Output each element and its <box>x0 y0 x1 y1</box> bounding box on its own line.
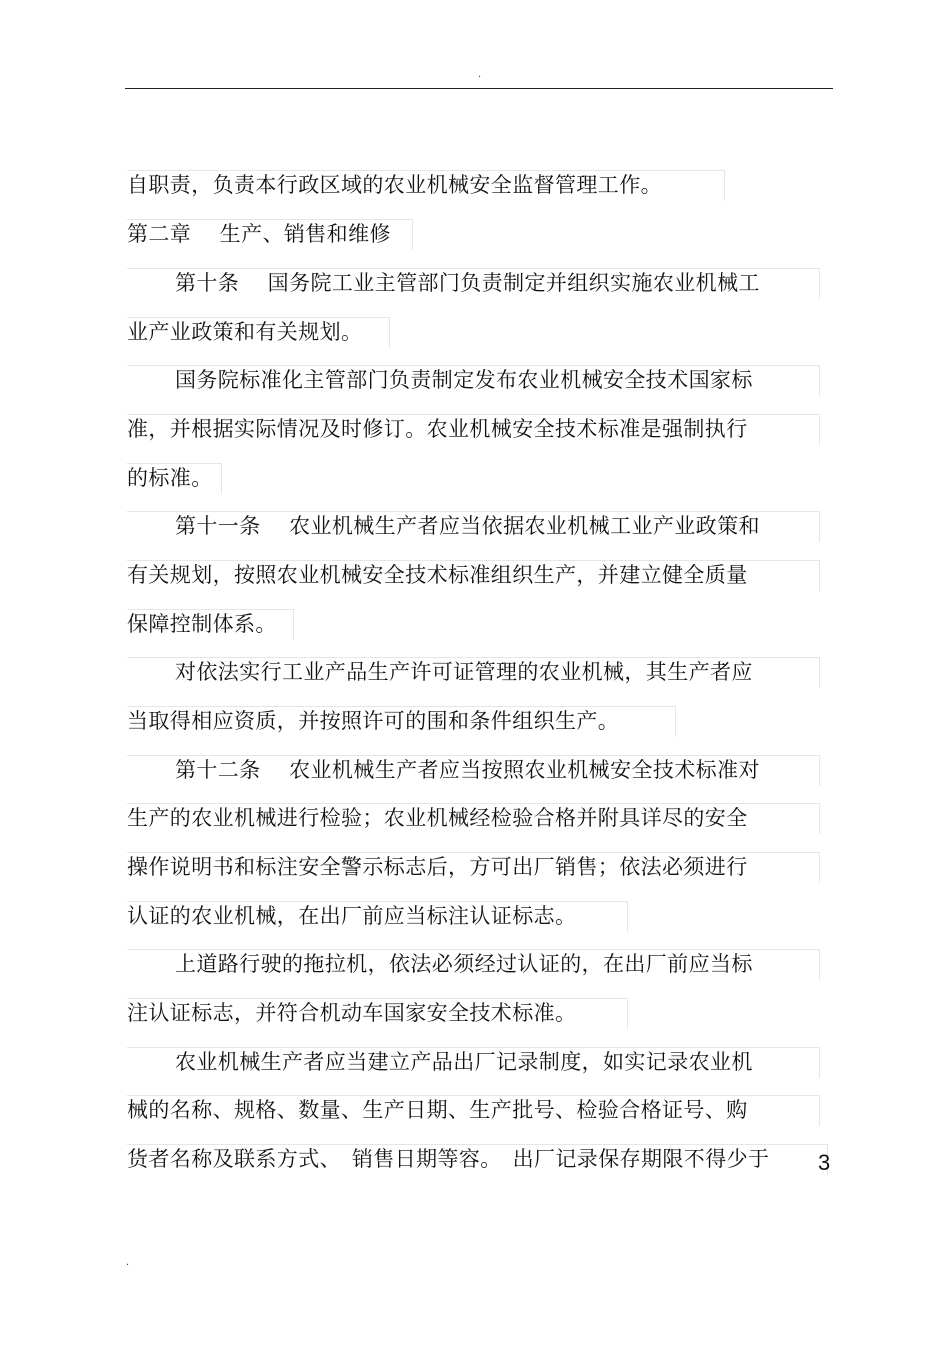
body-line: 的标准。 <box>127 466 213 490</box>
body-line: 货者名称及联系方式、 销售日期等容。 出厂记录保存期限不得少于 <box>127 1147 770 1171</box>
body-line: 国务院标准化主管部门负责制定发布农业机械安全技术国家标 <box>175 368 753 392</box>
body-line: 械的名称、规格、数量、生产日期、生产批号、检验合格证号、购 <box>127 1098 748 1122</box>
body-line: 农业机械生产者应当建立产品出厂记录制度，如实记录农业机 <box>175 1050 753 1074</box>
body-line: 准，并根据实际情况及时修订。农业机械安全技术标准是强制执行 <box>127 417 748 441</box>
body-line: 对依法实行工业产品生产许可证管理的农业机械，其生产者应 <box>175 660 753 684</box>
body-line: 操作说明书和标注安全警示标志后，方可出厂销售；依法必须进行 <box>127 855 748 879</box>
body-line: 注认证标志，并符合机动车国家安全技术标准。 <box>127 1001 577 1025</box>
body-line: 上道路行驶的拖拉机，依法必须经过认证的，在出厂前应当标 <box>175 952 753 976</box>
body-line: 有关规划，按照农业机械安全技术标准组织生产，并建立健全质量 <box>127 563 748 587</box>
article-12-line: 第十二条 农业机械生产者应当按照农业机械安全技术标准对 <box>175 758 760 782</box>
body-line: 认证的农业机械，在出厂前应当标注认证标志。 <box>127 904 577 928</box>
article-11-line: 第十一条 农业机械生产者应当依据农业机械工业产业政策和 <box>175 514 760 538</box>
body-line: 业产业政策和有关规划。 <box>127 320 363 344</box>
footer-mark: . <box>126 1257 130 1268</box>
body-line: 自职责，负责本行政区域的农业机械安全监督管理工作。 <box>127 173 662 197</box>
header-mark: . <box>478 69 482 80</box>
header-rule <box>125 88 833 89</box>
article-10-line: 第十条 国务院工业主管部门负责制定并组织实施农业机械工 <box>175 271 760 295</box>
body-line: 生产的农业机械进行检验；农业机械经检验合格并附具详尽的安全 <box>127 806 748 830</box>
page-number: 3 <box>818 1150 831 1175</box>
body-line: 保障控制体系。 <box>127 612 277 636</box>
body-line: 当取得相应资质，并按照许可的围和条件组织生产。 <box>127 709 620 733</box>
chapter-heading: 第二章 生产、销售和维修 <box>127 222 391 246</box>
